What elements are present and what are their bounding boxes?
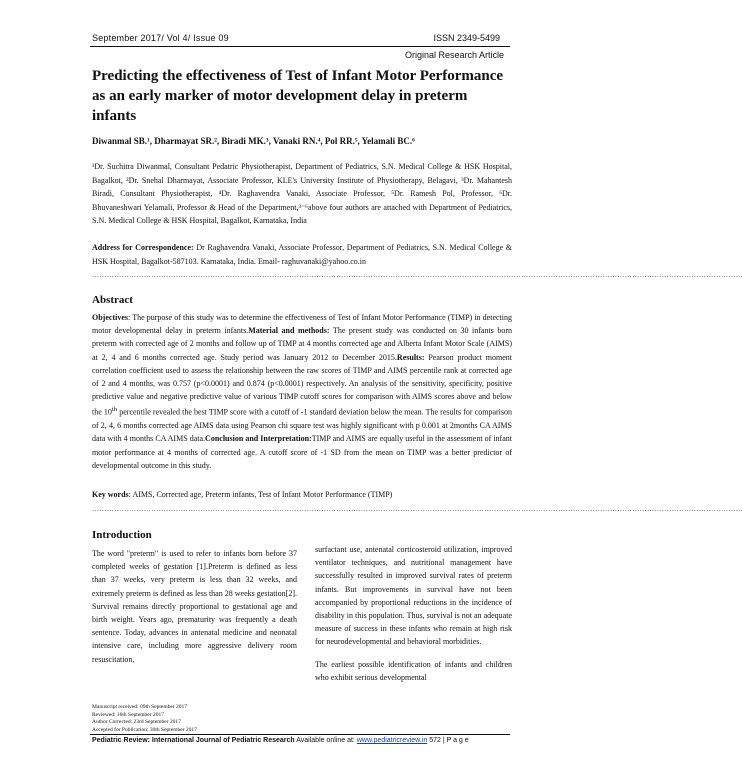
separator-dots: …………………………………………………………………………………………………………………………………………………………………………………………………………………………………………	[92, 505, 743, 513]
separator-dots: …………………………………………………………………………………………………………………………………………………………………………………………………………………………………………	[92, 271, 743, 279]
keywords	[92, 490, 512, 499]
objectives-label: Objectives	[92, 313, 128, 322]
keywords-text: : AIMS, Corrected age, Preterm infants, Test of Infant Motor Performance (TIMP)	[128, 490, 393, 499]
correspondence	[92, 241, 512, 268]
abstract-heading: Abstract	[92, 294, 133, 306]
issn: ISSN 2349-5499	[433, 33, 500, 43]
results-text: Pearson product moment correlation coefficient used to assess the relationship between the raw scores of TIMP and AIMS percentile rank at corrected age of 2 and 4 months, was 0.757 (p<0.0001) and 0.874 (p<0.0001) respectively. An analysis of the sensitivity, specificity, positive predictive value and negative predictive value of various TIMP cutoff scores for comparison with AIMS scores above and below the 10	[92, 352, 512, 418]
footer-rule	[90, 734, 510, 735]
abstract-body	[92, 311, 512, 472]
date-reviewed: Reviewed: 16th September 2017	[92, 711, 164, 718]
page-footer	[92, 737, 512, 744]
page-number: 572 | P a g e	[427, 737, 469, 744]
introduction-left-column: The word "preterm" is used to refer to infants born before 37 completed weeks of gestation [1].Preterm is defined as less than 37 weeks, very preterm is less than 32 weeks, and extremely preterm is defined as less than 28 weeks gestation[2]. Survival remains directly proportional to gestational age and birth weight. Years ago, prematurity was frequently a death sentence. Today, advances in antenatal medicine and neonatal intensive care, including more aggressive delivery room resuscitation,	[92, 549, 297, 664]
journal-name: Pediatric Review: International Journal of Pediatric Research	[92, 737, 295, 744]
introduction-heading: Introduction	[92, 529, 152, 541]
conclusion-text: TIMP and AIMS are equally useful in the assessment of infant motor performance at 4 months of corrected age. A cutoff score of -1 SD from the mean on TIMP was a better predictor of developmental outcome in this study.	[92, 434, 512, 470]
date-accepted: Accepted for Publication: 30th September 2017	[92, 726, 197, 733]
intro-paragraph: surfactant use, antenatal corticosteroid utilization, improved ventilator techniques, and nutritional management have successfully resulted in improved survival rates of preterm infants. But improvements in survival have not been accompanied by proportional reductions in the incidence of disability in this population. Thus, survival is not an adequate measure of success in these infants who remain at high risk for neurodevelopmental and behavioral morbidities.	[315, 545, 512, 647]
keywords-label: Key words	[92, 490, 129, 499]
affiliations: ¹Dr. Suchitra Diwanmal, Consultant Pedatric Physiotherapist, Department of Pediatrics, S.N. Medical College & HSK Hospital, Bagalkot, ²Dr. Snehal Dharmayat, Associate Professor, KLE's University Institute of Physiotherapy, Belagavi, ³Dr. Mahantesh Biradi, Consultant Physiotherapist, ⁴Dr. Raghavendra Vanaki, Associate Professor, ⁵Dr. Ramesh Pol, Professor, ⁶Dr. Bhuvaneshwari Yelamali, Professor & Head of the Department,³⁻⁶above four authors are attached with Department of Pediatrics, S.N. Medical College & HSK Hospital, Bagalkot, Karnataka, India	[92, 162, 512, 225]
intro-paragraph: The earliest possible identification of infants and children who exhibit serious developmental	[315, 659, 512, 682]
available-online: Available online at:	[294, 737, 357, 744]
correspondence-text: Dr Raghavendra Vanaki, Associate Professor, Department of Pediatrics, S.N. Medical College & HSK Hospital, Bagalkot-587103. Karnataka, India. Email- raghuvanaki@yahoo.co.in	[92, 243, 512, 266]
paper-title: Predicting the effectiveness of Test of Infant Motor Performance as an early marker of motor development delay in preterm infants	[92, 68, 504, 124]
manuscript-dates	[92, 704, 297, 734]
journal-url-link[interactable]: www.pediatricreview.in	[356, 737, 428, 744]
results-superscript: th	[111, 406, 118, 414]
conclusion-label: Conclusion and Interpretation:	[205, 434, 312, 444]
objectives-text: : The purpose of this study was to determine the effectiveness of Test of Infant Motor Performance (TIMP) in detecting motor developmental delay in preterm infants.	[92, 313, 512, 336]
header-rule	[90, 46, 510, 47]
date-received: Manuscript received: 09th September 2017	[92, 704, 188, 710]
correspondence-label: Address for Correspondence:	[92, 243, 194, 252]
methods-label: Material and methods:	[248, 326, 330, 336]
methods-text: The present study was conducted on 30 infants born preterm with corrected age of 2 months and follow up of TIMP at 4 months corrected age and Alberta Infant Motor Scale (AIMS) at 2, 4 and 6 months corrected age. Study period was January 2012 to December 2015.	[92, 326, 513, 362]
date-corrected: Author Corrected: 23rd September 2017	[92, 719, 181, 726]
results-text-2: percentile revealed the best TIMP score with a cutoff of -1 standard deviation below the mean. The results for comparison of 2, 4, 6 months corrected age AIMS data using Pearson chi square test was highly significant with p 0.001 at 2months CA AIMS data with 4 months CA AIMS data.	[92, 408, 512, 444]
results-label: Results:	[396, 352, 425, 362]
introduction-right-column	[315, 543, 512, 693]
author-list: Diwanmal SB.¹, Dharmayat SR.², Biradi MK.³, Vanaki RN.⁴, Pol RR.⁵, Yelamali BC.⁶	[92, 136, 415, 146]
issue-info: September 2017/ Vol 4/ Issue 09	[92, 33, 229, 43]
article-type: Original Research Article	[404, 50, 504, 60]
